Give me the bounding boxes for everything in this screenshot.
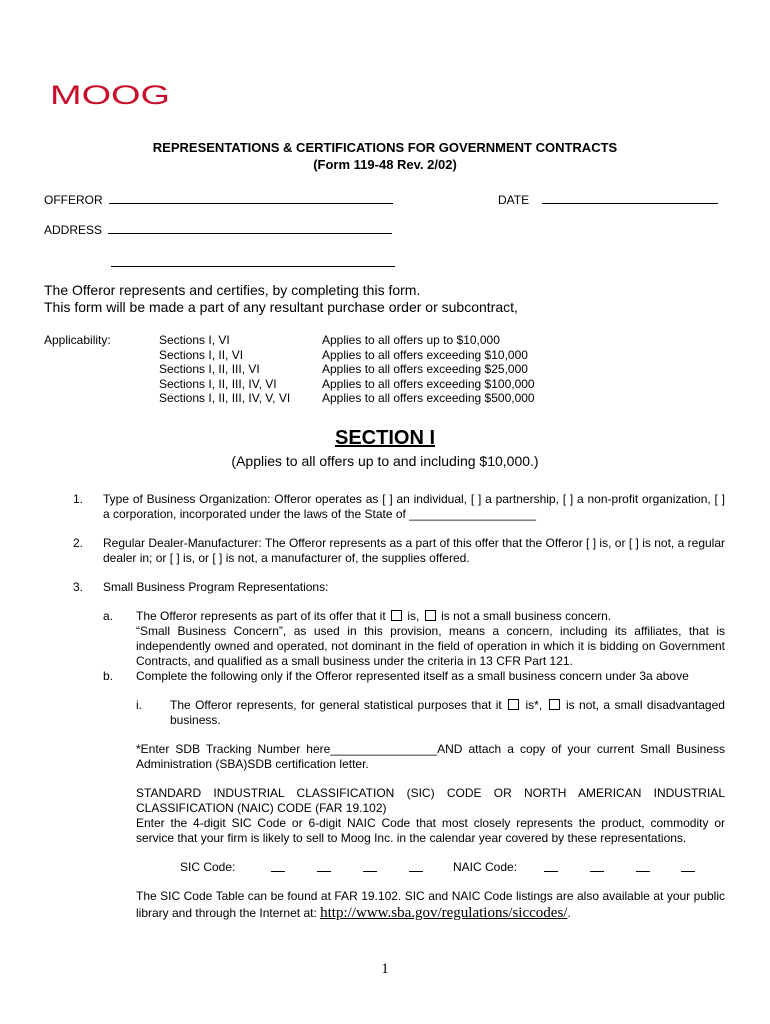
- sub-i-post: is not, a small disadvantaged business.: [170, 698, 725, 727]
- moog-logo-text: MOOG: [50, 82, 170, 106]
- footer-note-end: .: [567, 906, 571, 920]
- item-1-number: 1.: [73, 492, 84, 506]
- offeror-label: OFFEROR: [44, 193, 103, 207]
- sub-i-is: is*,: [525, 698, 543, 712]
- naic-digit-2[interactable]: [590, 860, 604, 872]
- address-input-line-1[interactable]: [108, 224, 392, 234]
- address-input-line-2[interactable]: [111, 257, 395, 267]
- sub-a-letter: a.: [103, 609, 114, 623]
- sub-a-pre: The Offeror represents as part of its offer that it: [136, 609, 386, 623]
- moog-logo: [50, 82, 172, 106]
- applicability-applies: [322, 333, 535, 406]
- applicability-applies-row: Applies to all offers up to $10,000: [322, 333, 500, 347]
- sub-a-line-1: [136, 609, 725, 624]
- sic-digit-2[interactable]: [317, 860, 331, 872]
- date-field: [498, 193, 718, 208]
- sic-digit-1[interactable]: [271, 860, 285, 872]
- naic-code-label: NAIC Code:: [453, 860, 518, 874]
- naic-digit-4[interactable]: [681, 860, 695, 872]
- date-label: DATE: [498, 193, 530, 207]
- sic-digit-4[interactable]: [409, 860, 423, 872]
- applicability-sections-row: Sections I, II, VI: [159, 347, 244, 362]
- sub-i-roman: i.: [136, 698, 142, 712]
- siccodes-link[interactable]: http://www.sba.gov/regulations/siccodes/: [320, 905, 568, 921]
- sdb-is-checkbox[interactable]: [508, 699, 519, 710]
- sdb-is-not-checkbox[interactable]: [549, 699, 560, 710]
- sic-digit-3[interactable]: [363, 860, 377, 872]
- applicability-sections-row: Sections I, II, III, IV, V, VI: [159, 391, 291, 406]
- address-label: ADDRESS: [44, 223, 103, 237]
- applicability-applies-row: Applies to all offers exceeding $500,000: [322, 391, 535, 406]
- sub-a-post: is not a small business concern.: [441, 609, 612, 623]
- sub-a-definition: “Small Business Concern”, as used in this provision, means a concern, including its affiliates, that is independently owned and operated, not dominant in the field of operation in which it is bidding on Government Contracts, and qualified as a small business under the criteria in 13 CFR Part 121.: [136, 624, 725, 668]
- naic-digit-1[interactable]: [544, 860, 558, 872]
- small-business-is-checkbox[interactable]: [391, 610, 402, 621]
- section-title: SECTION I: [334, 427, 435, 449]
- intro-line-2: This form will be made a part of any resultant purchase order or subcontract,: [44, 299, 518, 315]
- applicability-sections-row: Sections I, VI: [159, 333, 230, 347]
- sub-b-text: Complete the following only if the Offeror represented itself as a small business concern under 3a above: [136, 669, 689, 683]
- applicability-applies-row: Applies to all offers exceeding $25,000: [322, 362, 528, 377]
- item-1-text: Type of Business Organization: Offeror operates as [ ] an individual, [ ] a partnership, [ ] a non-profit organization, [ ] a corporation, incorporated under the laws of the State of ___________________: [103, 492, 725, 521]
- applicability-sections-row: Sections I, II, III, VI: [159, 362, 260, 377]
- applicability-applies-row: Applies to all offers exceeding $10,000: [322, 347, 528, 362]
- sub-a-block: [136, 609, 725, 669]
- item-2-text: Regular Dealer-Manufacturer: The Offeror represents as a part of this offer that the Offeror [ ] is, or [ ] is not, a regular dealer in; or [ ] is, or [ ] is not, a manufacturer of, the supplies offered.: [103, 536, 725, 565]
- offeror-field: [44, 193, 393, 208]
- intro-line-1: The Offeror represents and certifies, by completing this form.: [44, 282, 421, 298]
- naic-digit-3[interactable]: [636, 860, 650, 872]
- footer-note-text: The SIC Code Table can be found at FAR 19.102. SIC and NAIC Code listings are also available at your public library and through the Internet at:: [136, 889, 725, 920]
- sic-code-label: SIC Code:: [180, 860, 236, 874]
- applicability-label: Applicability:: [44, 333, 111, 347]
- applicability-applies-row: Applies to all offers exceeding $100,000: [322, 376, 535, 391]
- sic-instruction: Enter the 4-digit SIC Code or 6-digit NAIC Code that most closely represents the product, commodity or service that your firm is likely to sell to Moog Inc. in the calendar year covered by these representations.: [136, 816, 725, 845]
- sic-heading: STANDARD INDUSTRIAL CLASSIFICATION (SIC) CODE OR NORTH AMERICAN INDUSTRIAL CLASSIFICATION (NAIC) CODE (FAR 19.102): [136, 786, 725, 815]
- applicability-sections: [159, 333, 290, 406]
- item-3-text: Small Business Program Representations:: [103, 580, 329, 594]
- form-id: (Form 119-48 Rev. 2/02): [313, 157, 457, 172]
- date-input-line[interactable]: [542, 194, 718, 204]
- page-number: 1: [381, 961, 389, 977]
- sub-a-is: is,: [407, 609, 420, 623]
- section-subtitle: (Applies to all offers up to and including $10,000.): [231, 453, 539, 469]
- offeror-input-line[interactable]: [109, 194, 393, 204]
- item-3-number: 3.: [73, 580, 84, 594]
- applicability-sections-row: Sections I, II, III, IV, VI: [159, 376, 277, 391]
- address-field: [44, 223, 392, 238]
- sub-i-pre: The Offeror represents, for general statistical purposes that it: [170, 698, 502, 712]
- form-title-block: [0, 139, 770, 173]
- form-title: REPRESENTATIONS & CERTIFICATIONS FOR GOVERNMENT CONTRACTS: [152, 140, 618, 155]
- sub-i-block: [170, 698, 725, 728]
- sub-b-letter: b.: [103, 669, 114, 683]
- item-2-number: 2.: [73, 536, 84, 550]
- intro-text: [44, 282, 518, 316]
- small-business-is-not-checkbox[interactable]: [425, 610, 436, 621]
- footer-note: [136, 888, 725, 922]
- sdb-tracking-note: *Enter SDB Tracking Number here________________AND attach a copy of your current Small Business Administration (SBA)SDB certification letter.: [136, 742, 725, 771]
